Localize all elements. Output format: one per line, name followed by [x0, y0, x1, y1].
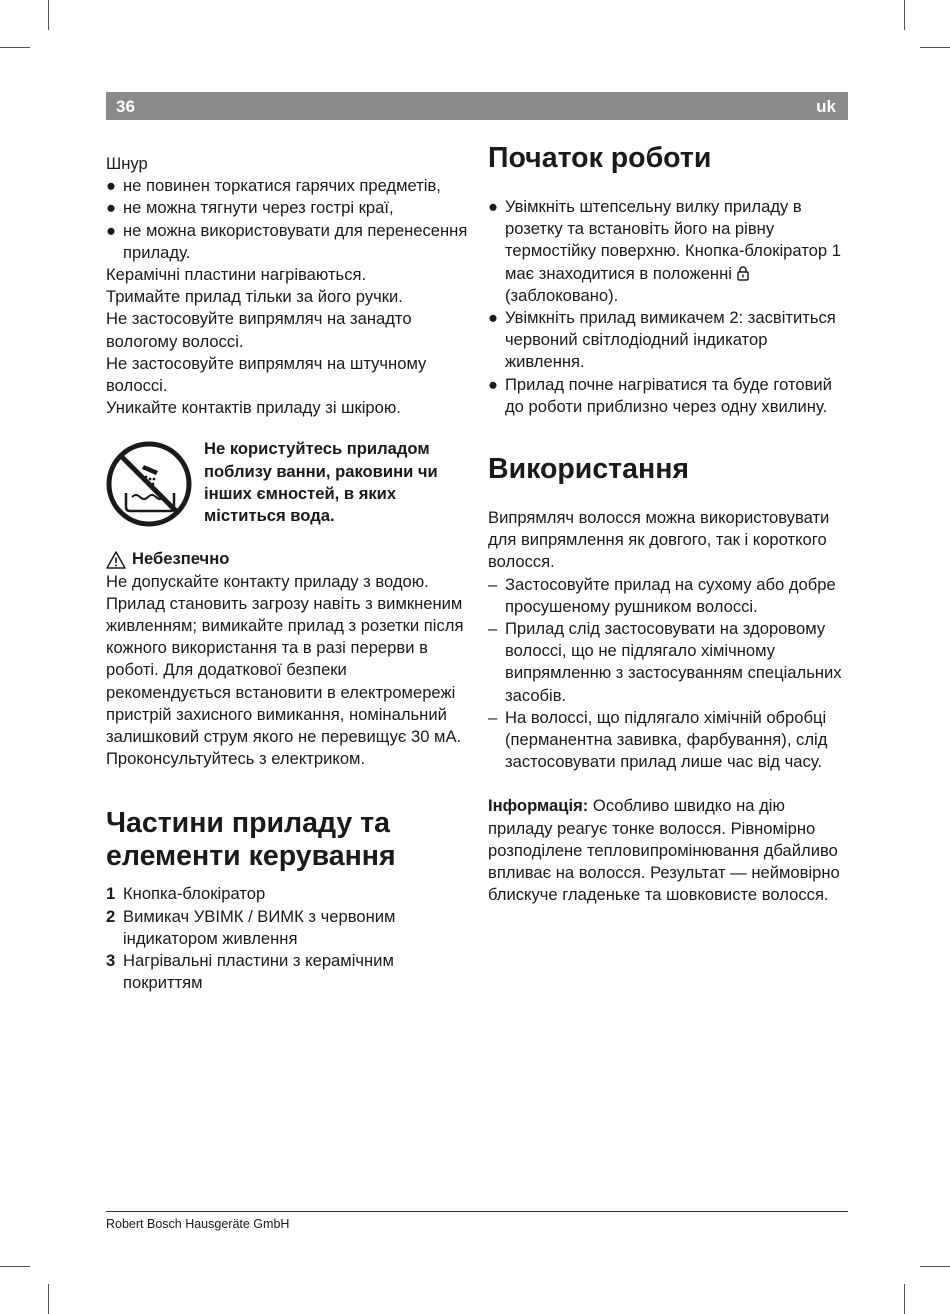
danger-text: Не допускайте контакту приладу з водою. Прилад становить загрозу навіть з вимкненим живленням; вимикайте прилад з розетки після кожного використання та в разі перерви в роботі. Для додаткової безпеки рекомендується встановити в електромережі пристрій захисного вимикання, номінальний залишковий струм якого не перевищує 30 мА. Проконсультуйтесь з електриком. [106, 571, 464, 769]
page-header-bar [106, 92, 848, 120]
crop-mark [0, 47, 30, 48]
cord-label: Шнур [106, 154, 148, 173]
info-label: Інформація: [488, 796, 589, 816]
list-item: ● Прилад почне нагріватися та буде готовий до роботи приблизно через одну хвилину. [488, 374, 832, 416]
list-item: – Застосовуйте прилад на сухому або добре просушеному рушником волоссі. [488, 574, 836, 616]
parts-list-item: 1 Кнопка-блокіратор [106, 884, 266, 904]
right-column [488, 142, 850, 906]
language-code: uk [816, 97, 836, 116]
dash-icon: – [488, 574, 498, 594]
water-warning-box [106, 438, 476, 530]
list-item: ● не можна використовувати для перенесення приладу. [106, 220, 468, 262]
page-number: 36 [116, 97, 135, 116]
crop-mark [48, 1284, 49, 1314]
caution-text: Керамічні пластини нагріваються. [106, 265, 367, 285]
bullet-icon: ● [106, 176, 117, 196]
caution-text: Не застосовуйте випрямляч на штучному волоссі. [106, 353, 427, 396]
parts-list-item: 2 Вимикач УВІМК / ВИМК з червоним індикатором живлення [106, 906, 396, 948]
list-item: ● не можна тягнути через гострі краї, [106, 197, 476, 219]
no-water-icon [106, 441, 192, 527]
parts-list-item: 3 Нагрівальні пластини з керамічним покриттям [106, 951, 394, 993]
crop-mark [904, 0, 905, 30]
crop-mark [920, 1266, 950, 1267]
crop-mark [0, 1266, 30, 1267]
info-paragraph [488, 795, 850, 906]
dash-icon: – [488, 619, 498, 639]
crop-mark [48, 0, 49, 30]
bullet-icon: ● [106, 220, 117, 240]
bullet-icon: ● [488, 197, 499, 216]
crop-mark [920, 47, 950, 48]
left-column [106, 153, 476, 994]
list-item: ● Увімкніть штепсельну вилку приладу в розетку та встановіть його на рівну термостійку поверхню. Кнопка-блокіратор 1 має знаходитися в положенні (заблоковано). [488, 197, 841, 305]
caution-text: Тримайте прилад тільки за його ручки. [106, 287, 403, 307]
water-warning-text: Не користуйтесь приладом поблизу ванни, раковини чи інших ємностей, в яких міститься вода. [204, 439, 438, 526]
lock-icon [737, 266, 749, 281]
warning-triangle-icon [106, 551, 126, 569]
use-intro: Випрямляч волосся можна використовувати для випрямлення як довгого, так і короткого волосся. [488, 508, 830, 572]
list-item: ● не повинен торкатися гарячих предметів, [106, 175, 476, 197]
footer-company: Robert Bosch Hausgeräte GmbH [106, 1217, 290, 1231]
bullet-icon: ● [488, 308, 499, 328]
list-item: – На волоссі, що підлягало хімічній обробці (перманентна завивка, фарбування), слід застосовувати прилад лише час від часу. [488, 707, 828, 772]
bullet-icon: ● [488, 374, 499, 394]
list-item: – Прилад слід застосовувати на здоровому волоссі, що не підлягало хімічному випрямленню з застосуванням спеціальних засобів. [488, 619, 842, 705]
list-item: ● Увімкніть прилад вимикачем 2: засвітиться червоний світлодіодний індикатор живлення. [488, 308, 836, 372]
start-heading: Початок роботи [488, 142, 712, 174]
info-text: Особливо швидко на дію приладу реагує тонке волосся. Рівномірно розподілене тепловипромінювання дбайливо впливає на волосся. Результат — неймовірно блискуче гладеньке та шовковисте волосся. [488, 796, 840, 905]
use-heading: Використання [488, 453, 690, 486]
crop-mark [904, 1284, 905, 1314]
dash-icon: – [488, 707, 498, 727]
caution-text: Уникайте контактів приладу зі шкірою. [106, 398, 401, 418]
danger-heading [106, 548, 476, 570]
footer-divider [106, 1211, 848, 1212]
danger-title: Небезпечно [132, 549, 230, 569]
bullet-icon: ● [106, 198, 117, 218]
parts-heading: Частини приладу та елементи керування [106, 807, 396, 873]
caution-text: Не застосовуйте випрямляч на занадто вологому волоссі. [106, 309, 412, 351]
